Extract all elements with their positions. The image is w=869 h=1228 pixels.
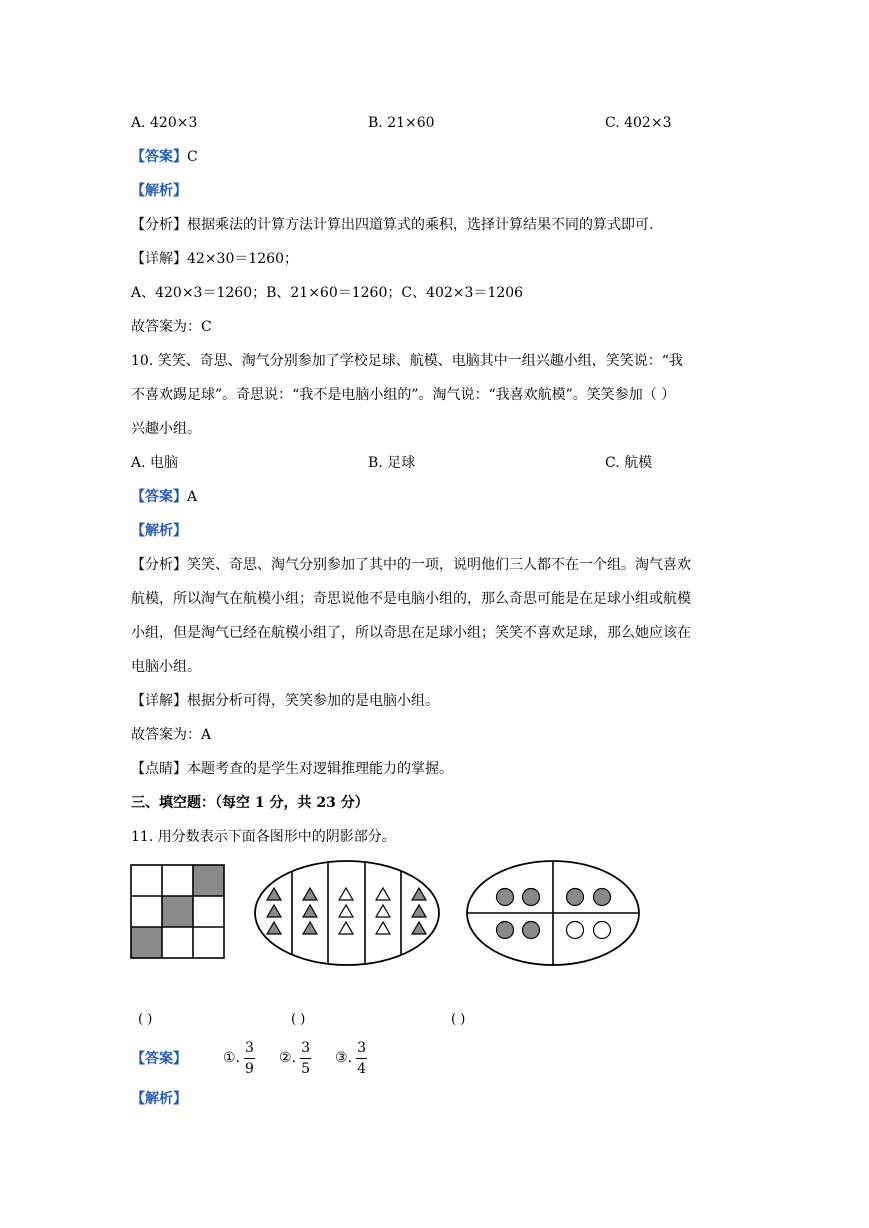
q10-conclusion: 故答案为：A <box>131 727 212 743</box>
empty-triangle <box>376 922 390 934</box>
empty-triangle <box>339 905 353 917</box>
answer-tag: 【答案】 <box>131 489 187 505</box>
numerator: 3 <box>357 1039 366 1056</box>
empty-triangle <box>376 905 390 917</box>
shaded-triangle <box>303 922 317 934</box>
fraction-bar <box>300 1058 311 1059</box>
shaded-circle <box>523 889 540 906</box>
q9-conclusion: 故答案为：C <box>131 319 212 335</box>
answer-item-1 <box>223 1040 255 1077</box>
q9-analysis <box>131 181 187 201</box>
q10-analysis <box>131 521 187 541</box>
q9-option-b: B. 21×60 <box>368 115 435 131</box>
q9-xiangjie <box>131 249 298 269</box>
q10-dianjing <box>131 759 453 779</box>
numerator: 3 <box>301 1039 310 1056</box>
xiangjie-tag: 【详解】 <box>131 251 187 267</box>
fenxi-tag: 【分析】 <box>131 217 187 233</box>
analysis-tag: 【解析】 <box>131 523 187 539</box>
shaded-triangle <box>303 888 317 900</box>
answer-item-2 <box>279 1040 311 1077</box>
section-heading: 三、填空题：（每空 1 分，共 23 分） <box>131 795 369 811</box>
shaded-triangle <box>267 888 281 900</box>
answer-tag: 【答案】 <box>131 149 187 165</box>
q10-fenxi-line-4: 电脑小组。 <box>131 659 201 675</box>
fraction <box>300 1040 311 1077</box>
answer-tag: 【答案】 <box>131 1051 187 1067</box>
q11-answer-row <box>131 1038 367 1078</box>
denominator: 5 <box>301 1060 310 1077</box>
q10-fenxi-line-1 <box>131 555 691 575</box>
q10-answer <box>131 487 197 507</box>
q10-fenxi-line-2: 航模，所以淘气在航模小组；奇思说他不是电脑小组的，那么奇思可能是在足球小组或航模 <box>131 591 691 607</box>
shaded-triangle <box>267 905 281 917</box>
shaded-circle <box>523 922 540 939</box>
shaded-triangle <box>412 888 426 900</box>
q10-stem-line-1: 10. 笑笑、奇思、淘气分别参加了学校足球、航模、电脑其中一组兴趣小组，笑笑说：“我 <box>131 353 683 369</box>
q10-fenxi-line-3: 小组，但是淘气已经在航模小组了，所以奇思在足球小组；笑笑不喜欢足球，那么她应该在 <box>131 625 691 641</box>
q9-calc-line: A、420×3＝1260；B、21×60＝1260；C、402×3＝1206 <box>131 285 524 301</box>
answer-value: C <box>187 149 198 165</box>
empty-triangle <box>376 888 390 900</box>
shaded-triangle <box>303 905 317 917</box>
empty-triangle <box>339 888 353 900</box>
q9-fenxi <box>131 215 653 235</box>
answer-blank-2[interactable]: ( ) <box>291 1012 306 1027</box>
numerator: 3 <box>245 1039 254 1056</box>
empty-circle <box>567 922 584 939</box>
shaded-triangle <box>412 905 426 917</box>
grid-shaded-cell <box>193 865 224 896</box>
answer-blank-1[interactable]: ( ) <box>138 1012 153 1027</box>
q9-answer <box>131 147 198 167</box>
q10-stem-line-2: 不喜欢踢足球”。奇思说：“我不是电脑小组的”。淘气说：“我喜欢航模”。笑笑参加（ ） <box>131 387 676 403</box>
xiangjie-text: 根据分析可得，笑笑参加的是电脑小组。 <box>187 693 439 709</box>
empty-circle <box>594 922 611 939</box>
q11-stem: 11. 用分数表示下面各图形中的阴影部分。 <box>131 829 396 845</box>
q11-analysis <box>131 1089 187 1109</box>
shaded-triangle <box>267 922 281 934</box>
denominator: 4 <box>357 1060 366 1077</box>
analysis-tag: 【解析】 <box>131 1091 187 1107</box>
fraction <box>356 1040 367 1077</box>
fenxi-tag: 【分析】 <box>131 557 187 573</box>
answer-label: ②. <box>279 1050 297 1066</box>
q10-option-a: A. 电脑 <box>131 455 179 471</box>
q9-option-a: A. 420×3 <box>131 115 198 131</box>
shaded-triangle <box>412 922 426 934</box>
q10-option-c: C. 航模 <box>605 455 653 471</box>
shaded-circle <box>594 889 611 906</box>
answer-value: A <box>187 489 198 505</box>
fraction-bar <box>244 1058 255 1059</box>
fraction <box>244 1040 255 1077</box>
q10-xiangjie <box>131 691 439 711</box>
xiangjie-tag: 【详解】 <box>131 693 187 709</box>
q9-option-c: C. 402×3 <box>605 115 672 131</box>
q10-option-b: B. 足球 <box>368 455 416 471</box>
shaded-circle <box>497 889 514 906</box>
denominator: 9 <box>245 1060 254 1077</box>
analysis-tag: 【解析】 <box>131 183 187 199</box>
fenxi-text: 根据乘法的计算方法计算出四道算式的乘积，选择计算结果不同的算式即可. <box>187 217 654 233</box>
answer-item-3 <box>335 1040 367 1077</box>
xiangjie-text: 42×30＝1260； <box>187 251 298 267</box>
answer-label: ③. <box>335 1050 353 1066</box>
fraction-bar <box>356 1058 367 1059</box>
dianjing-tag: 【点睛】 <box>131 761 187 777</box>
grid-shaded-cell <box>162 896 193 927</box>
figure-grid <box>130 864 226 960</box>
grid-shaded-cell <box>131 927 162 958</box>
empty-triangle <box>339 922 353 934</box>
shaded-circle <box>497 922 514 939</box>
q10-stem-line-3: 兴趣小组。 <box>131 421 201 437</box>
figure-triangles-ellipse <box>252 858 442 968</box>
figure-circles-ellipse <box>464 858 642 968</box>
fenxi-text: 笑笑、奇思、淘气分别参加了其中的一项，说明他们三人都不在一个组。淘气喜欢 <box>187 557 691 573</box>
answer-label: ①. <box>223 1050 241 1066</box>
answer-blank-3[interactable]: ( ) <box>451 1012 466 1027</box>
dianjing-text: 本题考查的是学生对逻辑推理能力的掌握。 <box>187 761 453 777</box>
shaded-circle <box>567 889 584 906</box>
